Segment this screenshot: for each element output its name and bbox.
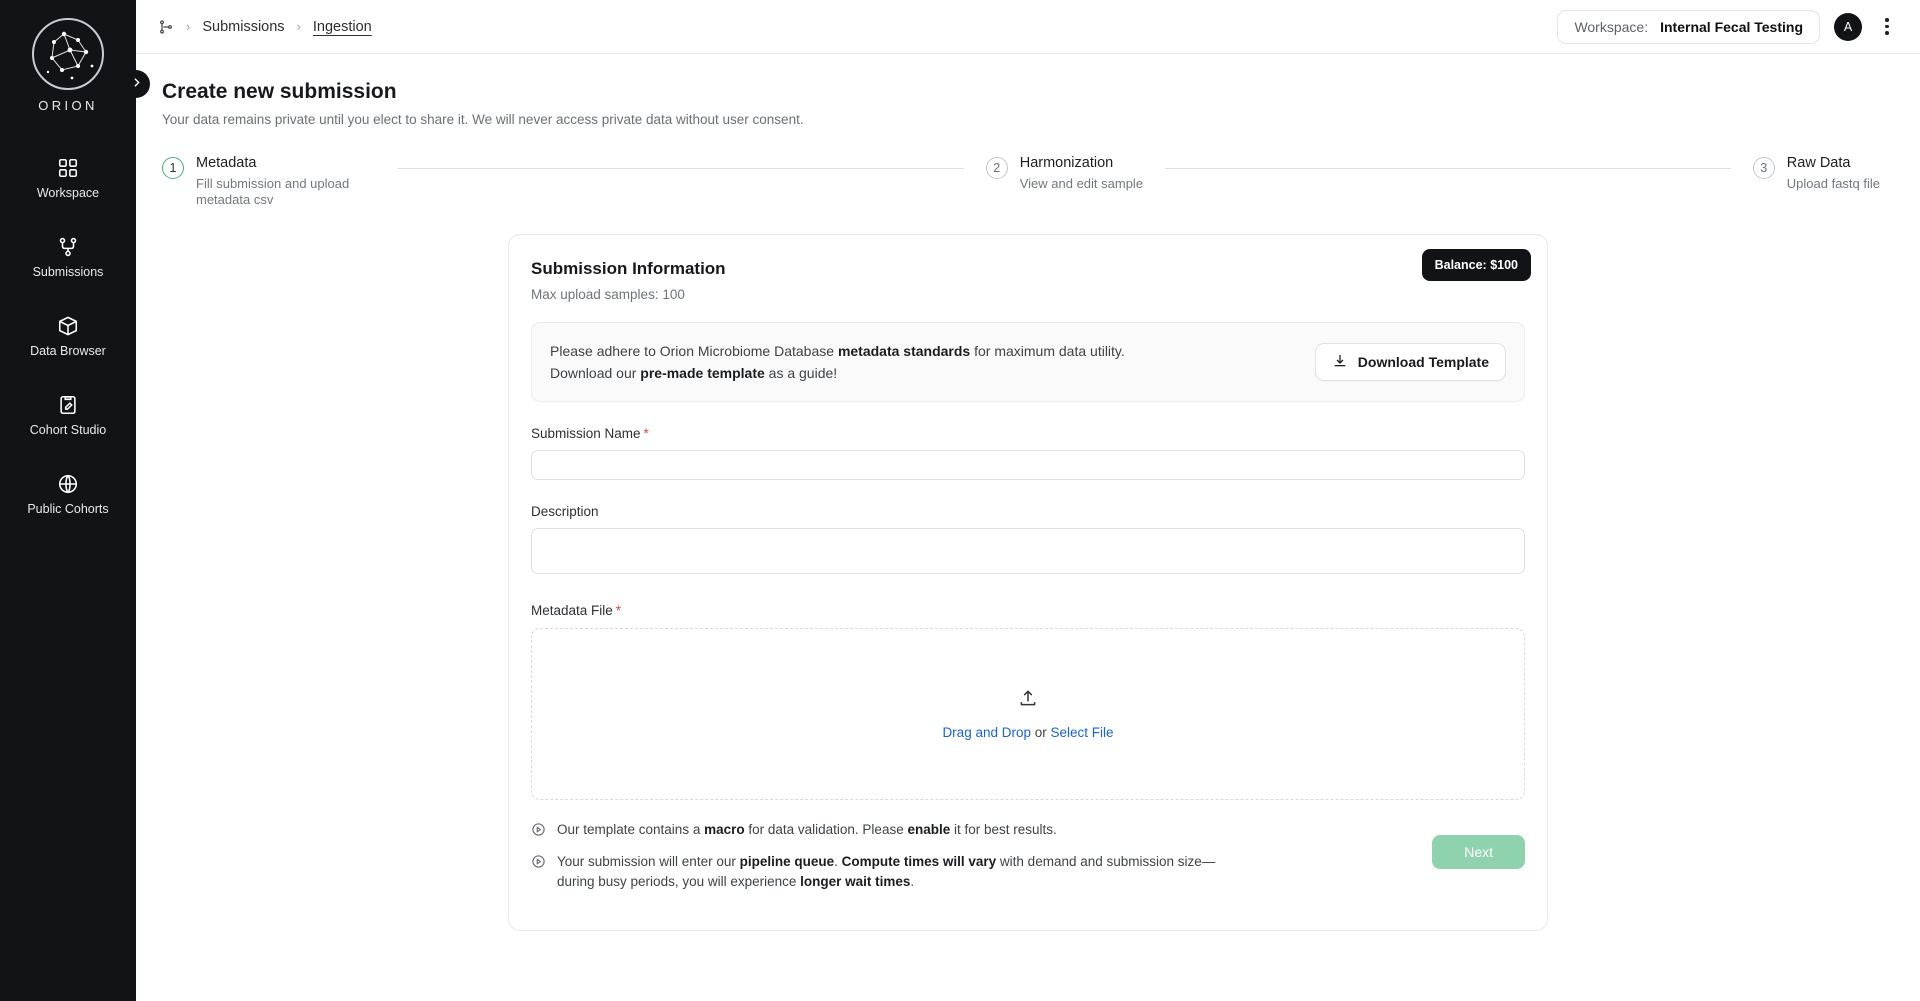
sidebar-item-label: Public Cohorts — [27, 502, 109, 516]
hint2-f: longer wait times — [800, 874, 911, 889]
sidebar-item-data-browser[interactable] — [0, 305, 136, 370]
main-area — [136, 0, 1920, 1001]
workspace-selector[interactable] — [1557, 10, 1820, 44]
step-raw-data[interactable] — [1753, 155, 1880, 192]
hint2-c: . — [834, 854, 842, 869]
stepper-connector — [1165, 168, 1731, 169]
download-icon — [1332, 353, 1348, 372]
metadata-file-label: Metadata File — [531, 603, 613, 618]
dropzone-or-label: or — [1031, 725, 1051, 740]
hint1-e: it for best results. — [950, 822, 1057, 837]
top-bar — [136, 0, 1920, 54]
sidebar-collapse-toggle[interactable] — [122, 70, 150, 98]
submission-information-card — [508, 234, 1548, 931]
breadcrumb-item-ingestion[interactable]: Ingestion — [312, 18, 372, 35]
hint-text — [557, 852, 1217, 892]
hint-macro — [531, 820, 1217, 840]
required-mark: * — [643, 426, 649, 441]
hint2-g: . — [910, 874, 915, 889]
submission-name-input[interactable] — [531, 450, 1525, 480]
notice-line2-a: Download our — [550, 365, 641, 381]
breadcrumb — [158, 19, 372, 35]
grid-icon — [57, 157, 79, 179]
brand-logo — [32, 18, 104, 113]
step-harmonization[interactable] — [986, 155, 1143, 192]
step-number: 2 — [986, 157, 1008, 179]
play-circle-icon — [531, 822, 546, 837]
workspace-value: Internal Fecal Testing — [1660, 18, 1803, 35]
description-field — [531, 504, 1525, 579]
chevron-right-icon — [130, 76, 143, 92]
step-title: Metadata — [196, 155, 257, 171]
metadata-standards-notice — [531, 322, 1525, 402]
hint2-d: Compute times will vary — [841, 854, 997, 869]
sidebar — [0, 0, 136, 1001]
hint2-e: with demand and submission size—during busy periods, you will experience — [557, 854, 1216, 889]
notice-line1-c: for maximum data utility. — [970, 343, 1125, 359]
avatar-initial: A — [1843, 19, 1853, 34]
step-title: Raw Data — [1786, 155, 1851, 171]
download-template-label: Download Template — [1357, 354, 1489, 370]
notice-line2-bold: pre-made template — [640, 365, 765, 381]
notice-line-1 — [550, 340, 1125, 362]
step-number: 3 — [1753, 157, 1775, 179]
page-subtitle: Your data remains private until you elect to share it. We will never access private data without user consent. — [162, 112, 804, 127]
hints-list — [531, 820, 1217, 904]
step-number: 1 — [162, 157, 184, 179]
sidebar-item-workspace[interactable] — [0, 147, 136, 212]
hints-and-actions — [531, 800, 1525, 904]
step-title: Harmonization — [1019, 155, 1114, 171]
sidebar-item-label: Data Browser — [30, 344, 106, 358]
notice-line-2 — [550, 362, 1125, 384]
description-label: Description — [531, 504, 599, 519]
next-button[interactable]: Next — [1432, 835, 1525, 869]
file-dropzone[interactable] — [531, 628, 1525, 800]
hint1-d: enable — [907, 822, 951, 837]
sidebar-item-label: Cohort Studio — [29, 423, 107, 437]
notice-line2-c: as a guide! — [764, 365, 838, 381]
stepper — [136, 155, 1920, 208]
constellation-logo-icon — [32, 18, 104, 90]
page-title: Create new submission — [162, 80, 397, 103]
breadcrumb-separator: › — [186, 19, 191, 34]
share-nodes-icon — [57, 236, 79, 258]
step-description: Upload fastq file — [1786, 176, 1881, 191]
hint-text — [557, 820, 1057, 840]
avatar[interactable] — [1834, 13, 1862, 41]
balance-badge: Balance: $100 — [1422, 249, 1531, 281]
card-title: Submission Information — [531, 259, 726, 278]
play-circle-icon — [531, 854, 546, 869]
step-metadata[interactable] — [162, 155, 376, 208]
hint-pipeline-queue — [531, 852, 1217, 892]
sidebar-item-label: Workspace — [36, 186, 100, 200]
description-input[interactable] — [531, 528, 1525, 574]
metadata-file-field — [531, 603, 1525, 800]
hint1-a: Our template contains a — [557, 822, 705, 837]
upload-icon — [1018, 688, 1038, 713]
hint2-b: pipeline queue — [739, 854, 835, 869]
globe-icon — [57, 473, 79, 495]
stepper-connector — [398, 168, 964, 169]
drag-and-drop-label[interactable]: Drag and Drop — [942, 725, 1031, 740]
sidebar-item-public-cohorts[interactable] — [0, 463, 136, 528]
cube-icon — [57, 315, 79, 337]
workspace-label: Workspace: — [1574, 18, 1649, 35]
step-description: View and edit sample — [1019, 176, 1144, 191]
page-content — [136, 54, 1920, 1001]
hint1-b: macro — [704, 822, 745, 837]
sidebar-item-label: Submissions — [32, 265, 104, 279]
card-subtitle: Max upload samples: 100 — [531, 287, 685, 302]
submission-name-label: Submission Name — [531, 426, 641, 441]
sidebar-item-submissions[interactable] — [0, 226, 136, 291]
notice-line1-a: Please adhere to Orion Microbiome Database — [550, 343, 838, 359]
breadcrumb-item-submissions[interactable]: Submissions — [202, 18, 285, 35]
hint1-c: for data validation. Please — [744, 822, 908, 837]
clipboard-edit-icon — [57, 394, 79, 416]
branch-icon — [158, 19, 174, 35]
sidebar-item-cohort-studio[interactable] — [0, 384, 136, 449]
more-vertical-icon[interactable] — [1876, 18, 1898, 35]
submission-name-field — [531, 426, 1525, 480]
page-header — [136, 80, 1920, 127]
download-template-button[interactable] — [1315, 343, 1506, 381]
card-container — [136, 234, 1920, 931]
required-mark: * — [615, 603, 622, 618]
brand-name: ORION — [38, 98, 98, 113]
breadcrumb-separator: › — [296, 19, 301, 34]
hint2-a: Your submission will enter our — [557, 854, 740, 869]
sidebar-nav — [0, 147, 136, 542]
select-file-link[interactable]: Select File — [1050, 725, 1114, 740]
top-bar-right — [1557, 10, 1898, 44]
notice-line1-bold: metadata standards — [837, 343, 971, 359]
step-description: Fill submission and upload metadata csv — [196, 176, 350, 207]
